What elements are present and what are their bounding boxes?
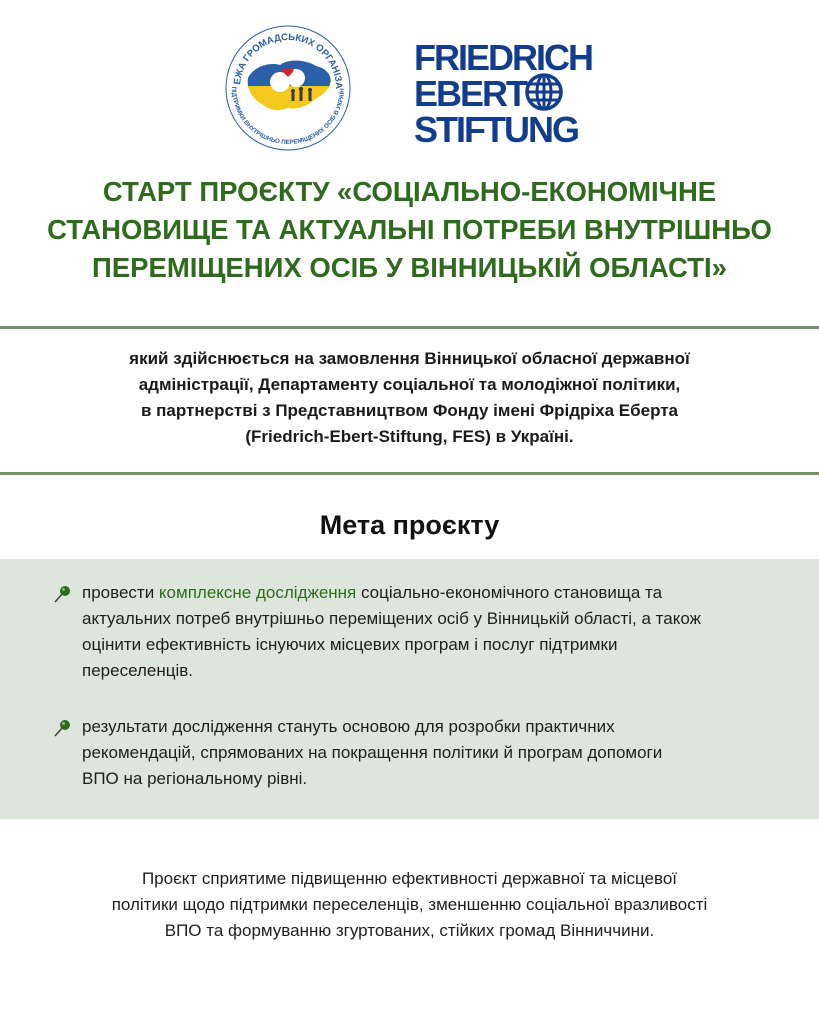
ngo-logo-bottom-text: ПІДТРИМКИ ВНУТРІШНЬО ПЕРЕМІЩЕНИХ ОСІБ В УКРАЇН [229,86,347,147]
intro-line: в партнерстві з Представництвом Фонду імені Фрідріха Еберта [140,401,679,420]
fes-logo [412,38,612,148]
goal-heading: Мета проєкту [319,510,500,540]
pin-icon [52,718,72,738]
project-title [20,173,799,287]
goal-text: провести [82,583,159,602]
fes-logo-line-3: STIFTUNG [414,109,578,148]
title-line: СТАРТ ПРОЄКТУ «СОЦІАЛЬНО-ЕКОНОМІЧНЕ [102,176,717,207]
pin-icon [52,584,72,604]
goal-text: актуальних потреб внутрішньо переміщених осіб у Вінницькій області, а також [82,609,701,628]
divider [0,472,819,475]
goal-highlight: комплексне дослідження [158,583,357,602]
logo-row [0,18,819,158]
intro-line: (Friedrich-Ebert-Stiftung, FES) в Україні. [245,427,574,446]
goal-text: соціально-економічного становища та [356,583,663,602]
title-line: СТАНОВИЩЕ ТА АКТУАЛЬНІ ПОТРЕБИ ВНУТРІШНЬО [47,214,772,245]
goal-text: переселенців. [82,661,193,680]
globe-icon [527,75,561,109]
outro-line: політики щодо підтримки переселенців, зменшенню соціальної вразливості [111,895,708,914]
fes-logo-line-1: FRIEDRICH [414,38,592,78]
outro-line: ВПО та формуванню згуртованих, стійких громад Вінниччини. [164,921,655,940]
goal-item [82,714,792,792]
title-line: ПЕРЕМІЩЕНИХ ОСІБ У ВІННИЦЬКІЙ ОБЛАСТІ» [92,252,727,283]
ngo-network-logo [218,18,358,158]
intro-line: адміністрації, Департаменту соціальної та молодіжної політики, [138,375,681,394]
fes-logo-line-2: EBERT [414,73,527,114]
project-intro [40,346,779,450]
goal-item [82,580,792,684]
outro-line: Проєкт сприятиме підвищенню ефективності державної та місцевої [141,869,678,888]
intro-line: який здійснюється на замовлення Вінницької обласної державної [129,349,690,368]
goal-text: оцінити ефективність існуючих місцевих програм і послуг підтримки [82,635,618,654]
goal-text: результати дослідження стануть основою для розробки практичних [82,717,615,736]
goal-text: рекомендацій, спрямованих на покращення політики й програм допомоги [82,743,663,762]
ngo-logo-top-text: ЕЖА ГРОМАДСЬКИХ ОРГАНІЗА [232,31,345,90]
divider [0,326,819,329]
project-outcome [50,866,769,944]
goals-panel [0,559,819,819]
goal-text: ВПО на регіональному рівні. [82,769,308,788]
